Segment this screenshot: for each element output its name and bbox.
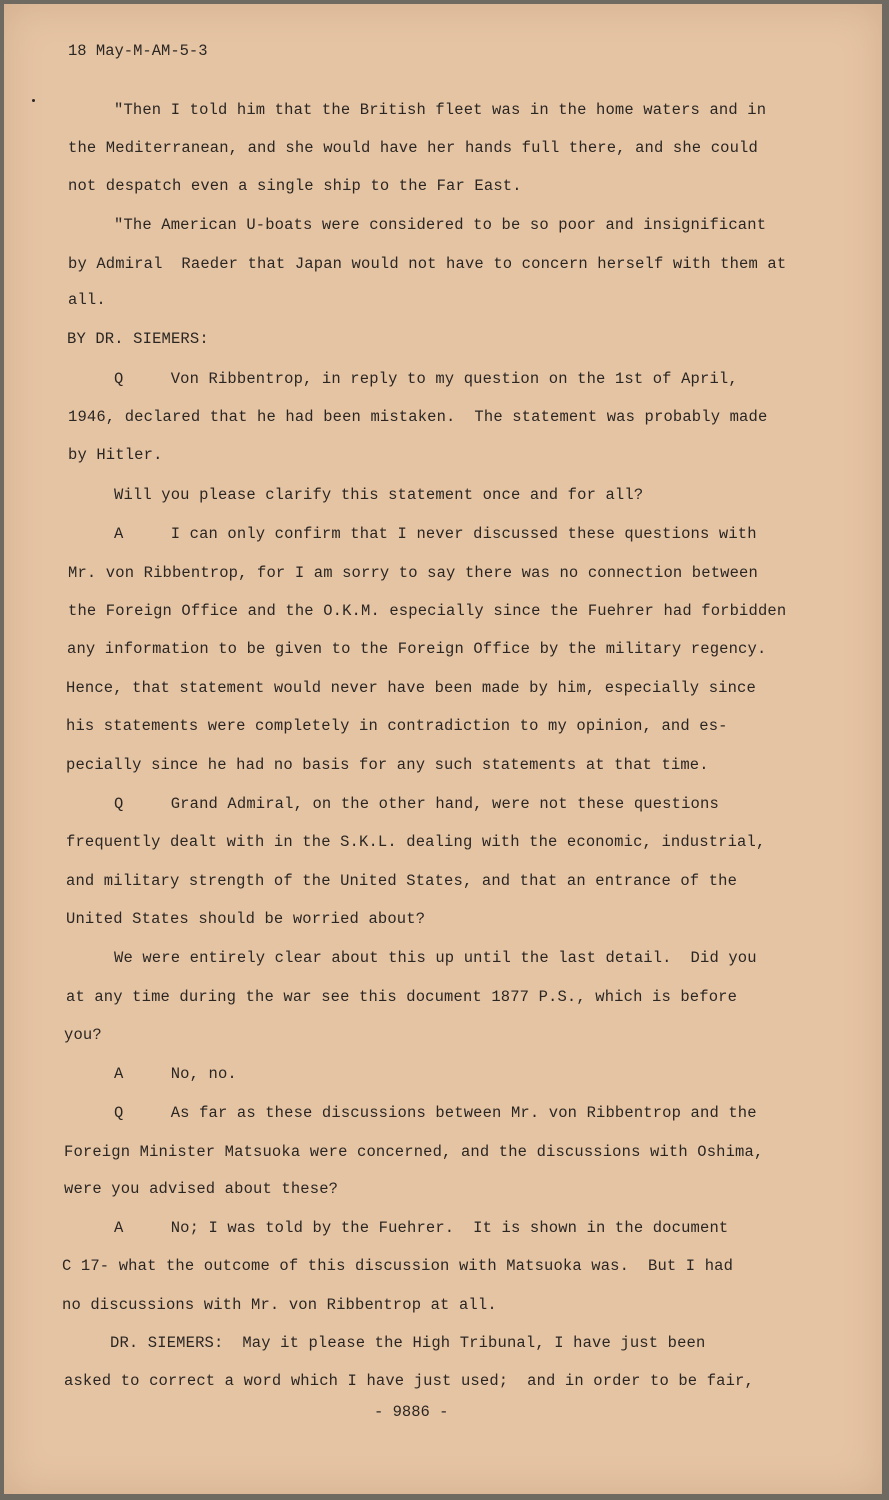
document-line: Q Von Ribbentrop, in reply to my question on the 1st of April, [114,370,738,388]
document-line: "The American U-boats were considered to be so poor and insignificant [114,216,767,234]
document-line: DR. SIEMERS: May it please the High Tribunal, I have just been [110,1334,706,1352]
document-line: Foreign Minister Matsuoka were concerned, and the discussions with Oshima, [64,1143,764,1161]
page-number: - 9886 - [374,1403,449,1421]
document-line: Hence, that statement would never have been made by him, especially since [66,679,756,697]
document-line: We were entirely clear about this up until the last detail. Did you [114,949,757,967]
document-line: by Hitler. [68,446,163,464]
document-line: no discussions with Mr. von Ribbentrop at all. [62,1296,497,1314]
document-line: all. [68,291,106,309]
document-line: Mr. von Ribbentrop, for I am sorry to say there was no connection between [68,564,758,582]
document-line: A No; I was told by the Fuehrer. It is shown in the document [114,1219,729,1237]
document-line: and military strength of the United States, and that an entrance of the [66,872,738,890]
document-line: frequently dealt with in the S.K.L. dealing with the economic, industrial, [66,833,766,851]
document-line: Will you please clarify this statement once and for all? [114,486,644,504]
document-line: were you advised about these? [64,1180,339,1198]
document-line: pecially since he had no basis for any such statements at that time. [66,756,709,774]
document-line: at any time during the war see this document 1877 P.S., which is before [66,988,738,1006]
document-line: C 17- what the outcome of this discussion with Matsuoka was. But I had [62,1257,734,1275]
document-line: any information to be given to the Foreign Office by the military regency. [67,640,767,658]
document-line: Q Grand Admiral, on the other hand, were not these questions [114,795,719,813]
document-line: his statements were completely in contradiction to my opinion, and es- [66,717,728,735]
document-line: A No, no. [114,1065,237,1083]
document-line: not despatch even a single ship to the Far East. [68,177,522,195]
document-line: the Mediterranean, and she would have her hands full there, and she could [68,139,758,157]
document-line: BY DR. SIEMERS: [67,330,209,348]
document-page [4,4,882,1494]
document-line: Q As far as these discussions between Mr. von Ribbentrop and the [114,1104,757,1122]
document-line: you? [64,1026,102,1044]
document-line: the Foreign Office and the O.K.M. especially since the Fuehrer had forbidden [68,602,787,620]
document-line: 1946, declared that he had been mistaken. The statement was probably made [68,408,768,426]
document-line: asked to correct a word which I have just used; and in order to be fair, [64,1372,754,1390]
document-line: A I can only confirm that I never discussed these questions with [114,525,757,543]
document-line: by Admiral Raeder that Japan would not have to concern herself with them at [68,255,787,273]
page-header-reference: 18 May-M-AM-5-3 [68,42,208,60]
document-line: "Then I told him that the British fleet was in the home waters and in [114,101,767,119]
document-line: United States should be worried about? [66,910,426,928]
ink-speck [32,99,35,102]
